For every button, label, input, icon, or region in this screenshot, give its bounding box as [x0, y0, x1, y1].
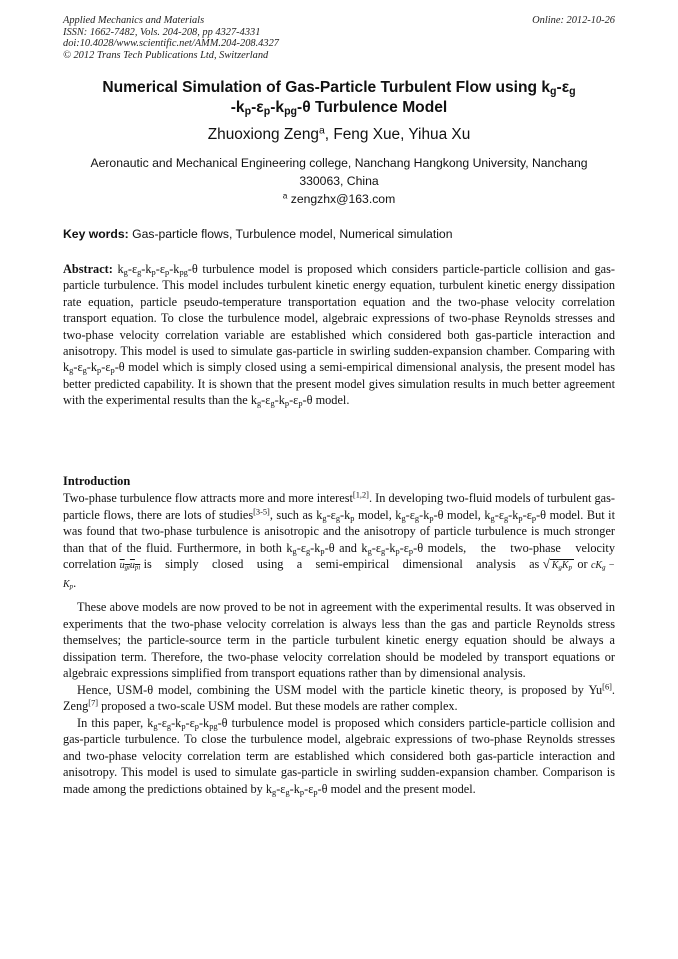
- velocity-correlation-formula: $u_{gi}u_{pi}$: [119, 560, 141, 572]
- intro-paragraph-3: Hence, USM-θ model, combining the USM model with the particle kinetic theory, is proposed by Yu[6]. Zeng[7] proposed a two-scale USM model. But these models are rather complex.: [63, 681, 615, 713]
- copyright-line: © 2012 Trans Tech Publications Ltd, Switzerland: [63, 49, 269, 61]
- citation: [1,2]: [352, 490, 369, 500]
- introduction-body: [63, 490, 615, 797]
- affiliation-postcode: 330063, China: [299, 174, 379, 188]
- keywords: [63, 227, 615, 241]
- journal-header: [63, 15, 615, 61]
- online-date: Online: 2012-10-26: [532, 15, 615, 26]
- linear-formula: $cK_g - K_p$: [63, 560, 615, 591]
- intro-paragraph-4: In this paper, $k_g-\varepsilon_g-k_p-\varepsilon_p-k_{pg}-\theta$ turbulence model is proposed which considers particle-particle collision and gas-particle turbulence. To close the turbulence model, algebraic expressions of two-phase Reynolds stresses and two-phase velocity correlation term are established which considered both gas-particle interaction and anisotropy. This model is used to simulate gas-particle in swirling sudden-expansion chamber. Comparison is made among the predictions obtained by $k_g-\varepsilon_g-k_p-\varepsilon_p-\theta$ model and the present model.: [63, 715, 615, 797]
- author-list: Zhuoxiong Zeng$^a$, Feng Xue, Yihua Xu: [207, 125, 471, 143]
- affiliation: [63, 154, 615, 208]
- intro-paragraph-2: These above models are now proved to be not in agreement with the experimental results. It was observed in experiments that the two-phase velocity correlation is always less than the gas and particle Reynolds stress themselves; the particle-source term in the particle turbulent kinetic energy equation should be always a dissipation term. Therefore, the two-phase velocity correlation should be modeled by transport equations or algebraic expressions simplified from transport equations rather than by dimensional analysis.: [63, 600, 615, 680]
- author-email: $^a$ zengzhx@163.com: [282, 190, 396, 206]
- abstract: Abstract: $k_g-\varepsilon_g-k_p-\varepsilon_p-k_{pg}-\theta$ turbulence model is proposed which considers particle-particle collision and gas-particle turbulence. This model includes turbulent kinetic energy equation, turbulent kinetic energy dissipation rate equation, particle pseudo-temperature transportation equation and the two-phase velocity correlation transport equation. To close the turbulence model, algebraic expressions of two-phase Reynolds stresses and two-phase velocity correlation variable are established which considered both gas-particle interaction and anisotropy. This model is used to simulate gas-particle in swirling sudden-expansion chamber. Comparing with $k_g-\varepsilon_g-k_p-\varepsilon_p-\theta$ model which is simply closed using a semi-empirical dimensional analysis, the present model has better predicted capability. It is shown that the present model gives simulation results in much better agreement with the experimental results than the $k_g-\varepsilon_g-k_p-\varepsilon_p-\theta$ model.: [63, 262, 616, 409]
- citation: [7]: [88, 698, 99, 708]
- intro-paragraph-1: Two-phase turbulence flow attracts more and more interest[1,2]. In developing two-fluid models of turbulent gas-particle flows, there are lots of studies[3-5], such as $k_g-\varepsilon_g-k_p$ model, $k_g-\varepsilon_g-k_p-\theta$ model, $k_g-\varepsilon_g-k_p-\varepsilon_p-\theta$ model. But it was found that two-phase turbulence is anisotropic and the anisotropy of particle turbulence is much stronger than that of the fluid. Furthermore, in both $k_g-\varepsilon_g-k_p-\theta$ and $k_g-\varepsilon_g-k_p-\varepsilon_p-\theta$ models, the two-phase velocity correlation $u_{gi}u_{pi}$ is simply closed using a semi-empirical dimensional analysis as √ $K_gK_p$ or $cK_g - K_p$.: [63, 490, 616, 591]
- citation: [3-5]: [253, 506, 270, 516]
- citation: [6]: [602, 681, 612, 691]
- doi-line: doi:10.4028/www.scientific.net/AMM.204-208.4327: [63, 38, 279, 50]
- issn-line: ISSN: 1662-7482, Vols. 204-208, pp 4327-4331: [63, 26, 261, 38]
- paper-title: Numerical Simulation of Gas-Particle Turbulent Flow using $k_g-\varepsilon_g$ $-k_p-\varepsilon_p-k_{pg}-\theta$ Turbulence Model: [102, 79, 576, 118]
- journal-name: Applied Mechanics and Materials: [63, 15, 205, 26]
- keywords-label: Key words:: [63, 227, 129, 241]
- introduction-heading: Introduction: [63, 474, 131, 488]
- affiliation-line: Aeronautic and Mechanical Engineering college, Nanchang Hangkong University, Nanchang: [90, 156, 588, 170]
- abstract-label: Abstract:: [63, 262, 113, 276]
- sqrt-formula: √ $K_gK_p$: [542, 556, 572, 572]
- keywords-text: Gas-particle flows, Turbulence model, Numerical simulation: [128, 227, 453, 241]
